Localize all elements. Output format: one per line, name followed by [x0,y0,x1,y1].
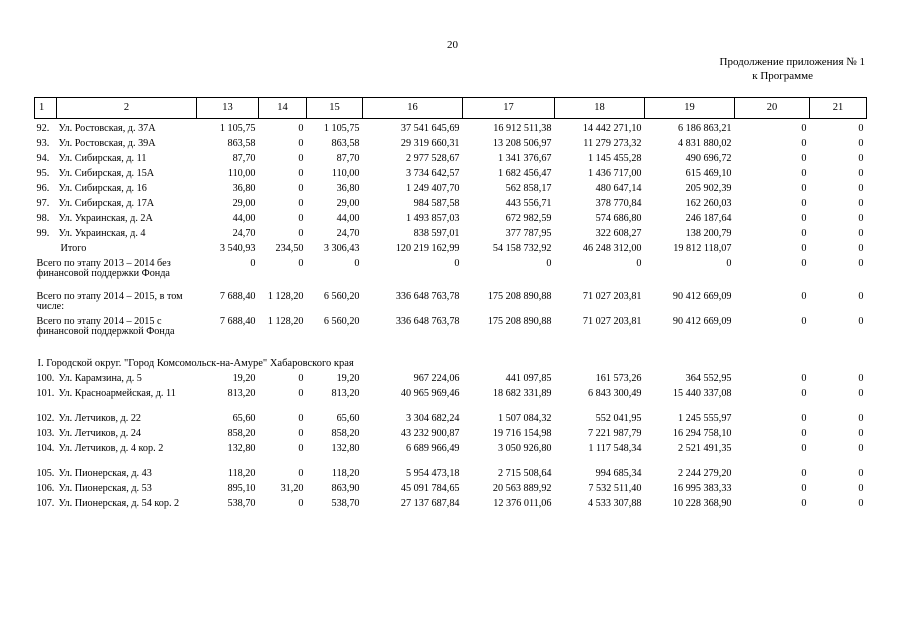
cell-c21: 0 [858,316,864,327]
cell-c15: 0 [354,258,360,269]
cell-c14: 0 [298,228,304,239]
row-name-cell [35,373,197,388]
header-cell: 20 [735,98,810,119]
cell-c15: 132,80 [331,443,360,454]
table-row [35,316,867,349]
cell-c13: 29,00 [232,198,256,209]
cell-c20: 0 [801,168,807,179]
cell-c13: 87,70 [232,153,256,164]
cell-c18: 552 041,95 [595,413,642,424]
row-name-cell [35,388,197,413]
header-cell: 2 [57,98,197,119]
cell-c17: 13 208 506,97 [492,138,552,149]
row-name-cell [35,198,197,213]
cell-c21: 0 [858,413,864,424]
cell-c18: 1 145 455,28 [588,153,642,164]
cell-c16: 37 541 645,69 [400,123,460,134]
header-cell: 16 [363,98,463,119]
cell-c18: 7 221 987,79 [588,428,642,439]
row-number: 106. [36,483,55,494]
cell-c21: 0 [858,123,864,134]
cell-c16: 40 965 969,46 [400,388,460,399]
cell-c15: 118,20 [331,468,360,479]
cell-c17: 443 556,71 [505,198,552,209]
cell-c16: 45 091 784,65 [400,483,460,494]
row-number: 97. [36,198,50,209]
cell-c15: 36,80 [336,183,360,194]
table-header-row [35,98,867,119]
cell-c18: 1 117 548,34 [588,443,642,454]
row-name-cell [35,483,197,498]
cell-c13: 44,00 [232,213,256,224]
cell-c15: 24,70 [336,228,360,239]
header-cell: 14 [259,98,307,119]
row-name-cell [35,291,197,316]
row-address: Ул. Летчиков, д. 4 кор. 2 [58,443,164,454]
cell-c19: 615 469,10 [685,168,732,179]
cell-c20: 0 [801,428,807,439]
row-label: Всего по этапу 2014 – 2015 с финансовой поддержкой Фонда [36,316,175,337]
cell-c16: 0 [454,258,460,269]
cell-c13: 813,20 [227,388,256,399]
cell-c14: 0 [298,123,304,134]
table-row [35,483,867,498]
cell-c13: 0 [250,258,256,269]
cell-c13: 118,20 [227,468,256,479]
cell-c16: 2 977 528,67 [406,153,460,164]
row-name-cell [35,498,197,523]
cell-c19: 16 294 758,10 [672,428,732,439]
cell-c16: 967 224,06 [413,373,460,384]
cell-c21: 0 [858,153,864,164]
cell-c14: 0 [298,468,304,479]
cell-c16: 6 689 966,49 [406,443,460,454]
cell-c13: 65,60 [232,413,256,424]
cell-c20: 0 [801,153,807,164]
cell-c15: 19,20 [336,373,360,384]
header-cell: 1 [35,98,57,119]
row-number: 100. [36,373,55,384]
cell-c15: 44,00 [336,213,360,224]
header-cell: 17 [463,98,555,119]
cell-c19: 490 696,72 [685,153,732,164]
cell-c20: 0 [801,498,807,509]
cell-c16: 336 648 763,78 [395,291,460,302]
cell-c13: 19,20 [232,373,256,384]
cell-c21: 0 [858,498,864,509]
cell-c18: 6 843 300,49 [588,388,642,399]
cell-c16: 27 137 687,84 [400,498,460,509]
table-row [35,388,867,413]
row-address: Ул. Сибирская, д. 17А [58,198,155,209]
row-number: 104. [36,443,55,454]
cell-c21: 0 [858,138,864,149]
table-row [35,119,867,139]
table-row [35,373,867,388]
cell-c14: 0 [298,183,304,194]
row-number: 105. [36,468,55,479]
row-number: 95. [36,168,50,179]
cell-c13: 863,58 [227,138,256,149]
cell-c17: 19 716 154,98 [492,428,552,439]
table-row [35,258,867,291]
cell-c19: 19 812 118,07 [673,243,732,254]
cell-c19: 246 187,64 [685,213,732,224]
row-address: Ул. Пионерская, д. 54 кор. 2 [58,498,180,509]
cell-c15: 538,70 [331,498,360,509]
cell-c14: 234,50 [275,243,304,254]
cell-c15: 858,20 [331,428,360,439]
cell-c13: 36,80 [232,183,256,194]
cell-c19: 0 [726,258,732,269]
table-body [35,119,867,524]
cell-c16: 984 587,58 [413,198,460,209]
cell-c21: 0 [858,443,864,454]
row-name-cell [35,138,197,153]
cell-c13: 24,70 [232,228,256,239]
cell-c20: 0 [801,228,807,239]
cell-c18: 480 647,14 [595,183,642,194]
row-name-cell [35,428,197,443]
row-number: 92. [36,123,50,134]
cell-c13: 132,80 [227,443,256,454]
cell-c17: 2 715 508,64 [498,468,552,479]
cell-c18: 0 [636,258,642,269]
cell-c21: 0 [858,388,864,399]
cell-c19: 10 228 368,90 [672,498,732,509]
header-cell: 21 [810,98,867,119]
cell-c17: 672 982,59 [505,213,552,224]
cell-c17: 175 208 890,88 [487,316,552,327]
cell-c21: 0 [858,168,864,179]
cell-c19: 2 244 279,20 [678,468,732,479]
cell-c16: 1 493 857,03 [406,213,460,224]
row-address: Ул. Летчиков, д. 22 [58,413,142,424]
row-address: Ул. Украинская, д. 4 [58,228,146,239]
row-address: Ул. Пионерская, д. 53 [58,483,152,494]
continuation-line-1: Продолжение приложения № 1 [719,56,865,68]
cell-c13: 538,70 [227,498,256,509]
cell-c14: 0 [298,428,304,439]
cell-c15: 6 560,20 [323,291,360,302]
cell-c20: 0 [801,183,807,194]
row-address: Ул. Сибирская, д. 15А [58,168,155,179]
cell-c20: 0 [801,198,807,209]
cell-c17: 377 787,95 [505,228,552,239]
cell-c17: 175 208 890,88 [487,291,552,302]
cell-c13: 858,20 [227,428,256,439]
cell-c17: 562 858,17 [505,183,552,194]
row-name-cell [35,258,197,291]
cell-c16: 336 648 763,78 [395,316,460,327]
row-address: Ул. Пионерская, д. 43 [58,468,152,479]
row-name-cell [35,243,197,258]
cell-c14: 0 [298,413,304,424]
row-name-cell [35,213,197,228]
cell-c16: 29 319 660,31 [400,138,460,149]
continuation-note [640,55,865,83]
cell-c20: 0 [801,373,807,384]
cell-c19: 205 902,39 [685,183,732,194]
cell-c14: 0 [298,198,304,209]
cell-c14: 0 [298,153,304,164]
cell-c21: 0 [858,373,864,384]
table-row [35,168,867,183]
cell-c19: 90 412 669,09 [672,291,732,302]
cell-c15: 1 105,75 [323,123,360,134]
cell-c13: 7 688,40 [219,316,256,327]
cell-c19: 90 412 669,09 [672,316,732,327]
cell-c18: 7 532 511,40 [588,483,642,494]
cell-c21: 0 [858,243,864,254]
row-address: Ул. Летчиков, д. 24 [58,428,142,439]
table-row [35,243,867,258]
cell-c20: 0 [801,291,807,302]
table-row [35,291,867,316]
cell-c17: 12 376 011,06 [493,498,552,509]
cell-c14: 0 [298,258,304,269]
row-name-cell [35,443,197,468]
table-row [35,138,867,153]
table-row [35,468,867,483]
row-address: Ул. Украинская, д. 2А [58,213,153,224]
row-number: 96. [36,183,50,194]
cell-c20: 0 [801,388,807,399]
cell-c14: 1 128,20 [267,316,304,327]
row-name-cell [35,316,197,349]
row-name-cell [35,119,197,139]
cell-c20: 0 [801,138,807,149]
row-number: 101. [36,388,55,399]
cell-c17: 20 563 889,92 [492,483,552,494]
row-name-cell [35,168,197,183]
cell-c14: 31,20 [280,483,304,494]
cell-c17: 3 050 926,80 [498,443,552,454]
cell-c14: 0 [298,138,304,149]
cell-c19: 4 831 880,02 [678,138,732,149]
cell-c19: 16 995 383,33 [672,483,732,494]
row-number: 93. [36,138,50,149]
row-number: 102. [36,413,55,424]
table-row [35,228,867,243]
cell-c18: 11 279 273,32 [583,138,642,149]
cell-c19: 2 521 491,35 [678,443,732,454]
cell-c20: 0 [801,316,807,327]
cell-c19: 364 552,95 [685,373,732,384]
header-cell: 19 [645,98,735,119]
cell-c20: 0 [801,213,807,224]
cell-c21: 0 [858,291,864,302]
cell-c15: 6 560,20 [323,316,360,327]
cell-c18: 71 027 203,81 [582,291,642,302]
cell-c14: 0 [298,498,304,509]
cell-c17: 0 [546,258,552,269]
cell-c19: 138 200,79 [685,228,732,239]
cell-c13: 7 688,40 [219,291,256,302]
cell-c21: 0 [858,198,864,209]
table-row [35,153,867,168]
cell-c15: 87,70 [336,153,360,164]
cell-c21: 0 [858,228,864,239]
cell-c21: 0 [858,483,864,494]
cell-c14: 0 [298,443,304,454]
row-name-cell [35,468,197,483]
cell-c18: 4 533 307,88 [588,498,642,509]
cell-c20: 0 [801,243,807,254]
cell-c21: 0 [858,428,864,439]
cell-c19: 6 186 863,21 [678,123,732,134]
cell-c17: 54 158 732,92 [492,243,552,254]
cell-c21: 0 [858,183,864,194]
cell-c16: 1 249 407,70 [406,183,460,194]
row-address: Ул. Карамзина, д. 5 [58,373,142,384]
cell-c16: 838 597,01 [413,228,460,239]
cell-c15: 110,00 [331,168,360,179]
cell-c15: 65,60 [336,413,360,424]
row-name-cell [35,228,197,243]
cell-c16: 5 954 473,18 [406,468,460,479]
cell-c20: 0 [801,258,807,269]
cell-c16: 3 734 642,57 [406,168,460,179]
cell-c16: 43 232 900,87 [400,428,460,439]
row-number: 99. [36,228,50,239]
table-row [35,198,867,213]
cell-c14: 0 [298,388,304,399]
cell-c14: 0 [298,373,304,384]
program-table [34,97,867,523]
cell-c20: 0 [801,413,807,424]
cell-c20: 0 [801,468,807,479]
row-number: 94. [36,153,50,164]
cell-c18: 994 685,34 [595,468,642,479]
cell-c14: 1 128,20 [267,291,304,302]
cell-c17: 1 507 084,32 [498,413,552,424]
cell-c15: 863,90 [331,483,360,494]
table-row [35,443,867,468]
cell-c16: 120 219 162,99 [395,243,460,254]
row-number: 98. [36,213,50,224]
cell-c18: 46 248 312,00 [582,243,642,254]
cell-c13: 895,10 [227,483,256,494]
table-row [35,428,867,443]
cell-c17: 1 341 376,67 [498,153,552,164]
cell-c21: 0 [858,258,864,269]
section-title: I. Городской округ. "Город Комсомольск-на-Амуре" Хабаровского края [37,358,354,369]
header-cell: 18 [555,98,645,119]
cell-c15: 3 306,43 [323,243,360,254]
section-row [35,349,867,373]
cell-c15: 863,58 [331,138,360,149]
row-number: 107. [36,498,55,509]
cell-c20: 0 [801,123,807,134]
cell-c13: 1 105,75 [219,123,256,134]
row-name-cell [35,183,197,198]
cell-c17: 16 912 511,38 [493,123,552,134]
cell-c18: 574 686,80 [595,213,642,224]
cell-c14: 0 [298,168,304,179]
continuation-line-2: к Программе [752,70,813,82]
cell-c14: 0 [298,213,304,224]
cell-c16: 3 304 682,24 [406,413,460,424]
cell-c18: 322 608,27 [595,228,642,239]
cell-c15: 29,00 [336,198,360,209]
table-row [35,498,867,523]
page-number: 20 [447,39,458,51]
cell-c18: 71 027 203,81 [582,316,642,327]
cell-c18: 1 436 717,00 [588,168,642,179]
cell-c21: 0 [858,213,864,224]
row-name-cell [35,413,197,428]
row-address: Ул. Ростовская, д. 39А [58,138,156,149]
cell-c17: 441 097,85 [505,373,552,384]
row-name-cell [35,153,197,168]
table-row [35,183,867,198]
cell-c18: 14 442 271,10 [582,123,642,134]
cell-c15: 813,20 [331,388,360,399]
table-row [35,413,867,428]
row-address: Ул. Сибирская, д. 16 [58,183,147,194]
row-address: Ул. Ростовская, д. 37А [58,123,156,134]
cell-c18: 161 573,26 [595,373,642,384]
cell-c17: 18 682 331,89 [492,388,552,399]
cell-c21: 0 [858,468,864,479]
cell-c17: 1 682 456,47 [498,168,552,179]
cell-c18: 378 770,84 [595,198,642,209]
header-cell: 13 [197,98,259,119]
cell-c19: 1 245 555,97 [678,413,732,424]
cell-c13: 110,00 [227,168,256,179]
header-cell: 15 [307,98,363,119]
table-row [35,213,867,228]
cell-c19: 15 440 337,08 [672,388,732,399]
row-address: Ул. Красноармейская, д. 11 [58,388,176,399]
row-label: Всего по этапу 2013 – 2014 без финансовой поддержки Фонда [36,258,171,279]
cell-c19: 162 260,03 [685,198,732,209]
row-label: Итого [60,243,87,254]
row-number: 103. [36,428,55,439]
row-label: Всего по этапу 2014 – 2015, в том числе: [36,291,183,312]
cell-c20: 0 [801,443,807,454]
cell-c20: 0 [801,483,807,494]
row-address: Ул. Сибирская, д. 11 [58,153,147,164]
cell-c13: 3 540,93 [219,243,256,254]
